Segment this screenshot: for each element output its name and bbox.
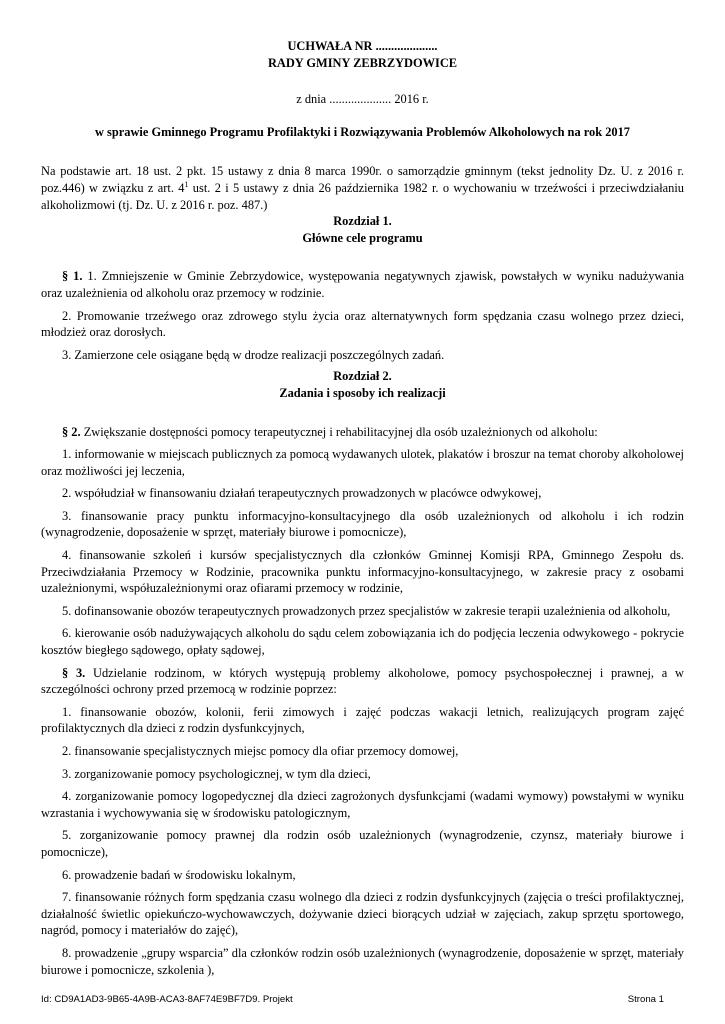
section-2-point-2: 2. współudział w finansowaniu działań terapeutycznych prowadzonych w placówce odwykowej, xyxy=(62,486,542,501)
chapter-1-title: Główne cele programu xyxy=(302,230,423,245)
chapter-2-title: Zadania i sposoby ich realizacji xyxy=(279,385,446,400)
section-3-point-7: 7. finansowanie różnych form spędzania czasu wolnego dla dzieci z rodzin dysfunkcyjnych (zajęcia o treści profilaktycznej, działalność świetlic opiekuńczo-wychowawczych, dożywanie dzieci biorących udział w zajęciach, zakup sprzętu sportowego, nagród, pomocy i materiałów do zajęć), xyxy=(41,890,684,938)
section-3-point-1: 1. finansowanie obozów, kolonii, ferii zimowych i zajęć podczas wakacji letnich, realizujących program zajęć profilaktycznych dla dzieci z rodzin dysfunkcyjnych, xyxy=(41,704,684,736)
section-3-point-5: 5. zorganizowanie pomocy prawnej dla rodzin osób uzależnionych (wynagrodzenie, czynsz, materiały biurowe i pomocnicze), xyxy=(41,828,684,859)
legal-basis-superscript: 1 xyxy=(184,179,189,189)
legal-basis xyxy=(41,163,684,213)
section-3-point-3: 3. zorganizowanie pomocy psychologicznej, w tym dla dzieci, xyxy=(62,766,371,781)
resolution-number: UCHWAŁA NR .................... xyxy=(287,39,438,53)
section-2-point-5: 5. dofinansowanie obozów terapeutycznych prowadzonych przez specjalistów w zakresie terapii uzależnienia od alkoholu, xyxy=(62,603,671,618)
chapter-2-number: Rozdział 2. xyxy=(333,369,392,384)
document-body xyxy=(41,38,684,978)
section-3-mark: § 3. xyxy=(62,665,86,680)
section-2-point-4: 4. finansowanie szkoleń i kursów specjalistycznych dla członków Gminnej Komisji RPA, Gminnego Zespołu ds. Przeciwdziałania Przemocy w Rodzinie, pracownika punktu informacyjno-konsultacyjnego, w zakresie pracy z osobami uzależnionymi, współuzależnionymi oraz ofiarami przemocy w rodzinie, xyxy=(41,548,684,596)
resolution-subject: w sprawie Gminnego Programu Profilaktyki i Rozwiązywania Problemów Alkoholowych na rok 2017 xyxy=(95,124,630,139)
section-3-point-2: 2. finansowanie specjalistycznych miejsc pomocy dla ofiar przemocy domowej, xyxy=(62,744,459,758)
section-3-intro-text: Udzielanie rodzinom, w których występują problemy alkoholowe, pomocy psychospołecznej i prawnej, a w szczególności ochrony przed przemocą w rodzinie poprzez: xyxy=(41,665,684,697)
section-2-mark: § 2. xyxy=(62,424,81,439)
section-3-point-8: 8. prowadzenie „grupy wsparcia” dla członków rodzin osób uzależnionych (wynagrodzenie, doposażenie w sprzęt, materiały biurowe i pomocnicze, szkolenia ), xyxy=(41,945,684,977)
section-1-point-3: 3. Zamierzone cele osiągane będą w drodze realizacji poszczególnych zadań. xyxy=(62,347,445,362)
council-name: RADY GMINY ZEBRZYDOWICE xyxy=(267,55,458,70)
section-3-point-4: 4. zorganizowanie pomocy logopedycznej dla dzieci zagrożonych dysfunkcjami (wadami wymowy) powstałymi w wyniku wzrastania i wychowywania się w środowisku patologicznym, xyxy=(41,789,684,820)
section-2-point-3: 3. finansowanie pracy punktu informacyjno-konsultacyjnego dla osób uzależnionych od alkoholu i ich rodzin (wynagrodzenie, doposażenie w sprzęt, materiały biurowe i pomocnicze), xyxy=(41,508,684,540)
section-1-mark: § 1. xyxy=(62,269,83,284)
section-3-intro xyxy=(41,665,684,698)
section-1-point-2: 2. Promowanie trzeźwego oraz zdrowego stylu życia oraz alternatywnych form spędzania czasu wolnego przez dzieci, młodzież oraz dorosłych. xyxy=(41,308,684,340)
section-3-point-6: 6. prowadzenie badań w środowisku lokalnym, xyxy=(62,867,296,882)
page-number: Strona 1 xyxy=(627,994,664,1005)
section-1-point-1 xyxy=(41,268,684,301)
section-2-intro-text: Zwiększanie dostępności pomocy terapeutycznej i rehabilitacyjnej dla osób uzależnionych od alkoholu: xyxy=(80,424,598,439)
legal-basis-part1: Na podstawie art. 18 ust. 2 pkt. 15 ustawy z dnia 8 marca 1990r. o samorządzie gminnym (tekst jednolity Dz. U. z 2016 r. poz.446) w związku z art. 4 xyxy=(41,164,684,195)
resolution-date: z dnia .................... 2016 r. xyxy=(296,92,429,107)
document-id: Id: CD9A1AD3-9B65-4A9B-ACA3-8AF74E9BF7D9. Projekt xyxy=(41,994,293,1005)
section-2-point-6: 6. kierowanie osób nadużywających alkoholu do sądu celem zobowiązania ich do podjęcia leczenia odwykowego - pokrycie kosztów biegłego sądowego, opłaty sądowej, xyxy=(41,626,684,658)
legal-basis-part2: ust. 2 i 5 ustawy z dnia 26 października 1982 r. o wychowaniu w trzeźwości i przeciwdziałaniu alkoholizmowi (tj. Dz. U. z 2016 r. poz. 487.) xyxy=(41,180,684,212)
section-2-point-1: 1. informowanie w miejscach publicznych za pomocą wydawanych ulotek, plakatów i broszur na temat choroby alkoholowej oraz możliwości jej leczenia, xyxy=(41,447,684,478)
section-1-point-1-text: 1. Zmniejszenie w Gminie Zebrzydowice, występowania negatywnych zjawisk, powstałych w wyniku nadużywania oraz uzależnienia od alkoholu oraz przemocy w rodzinie. xyxy=(41,269,684,300)
section-2-intro xyxy=(41,424,684,441)
chapter-1-number: Rozdział 1. xyxy=(333,214,392,229)
